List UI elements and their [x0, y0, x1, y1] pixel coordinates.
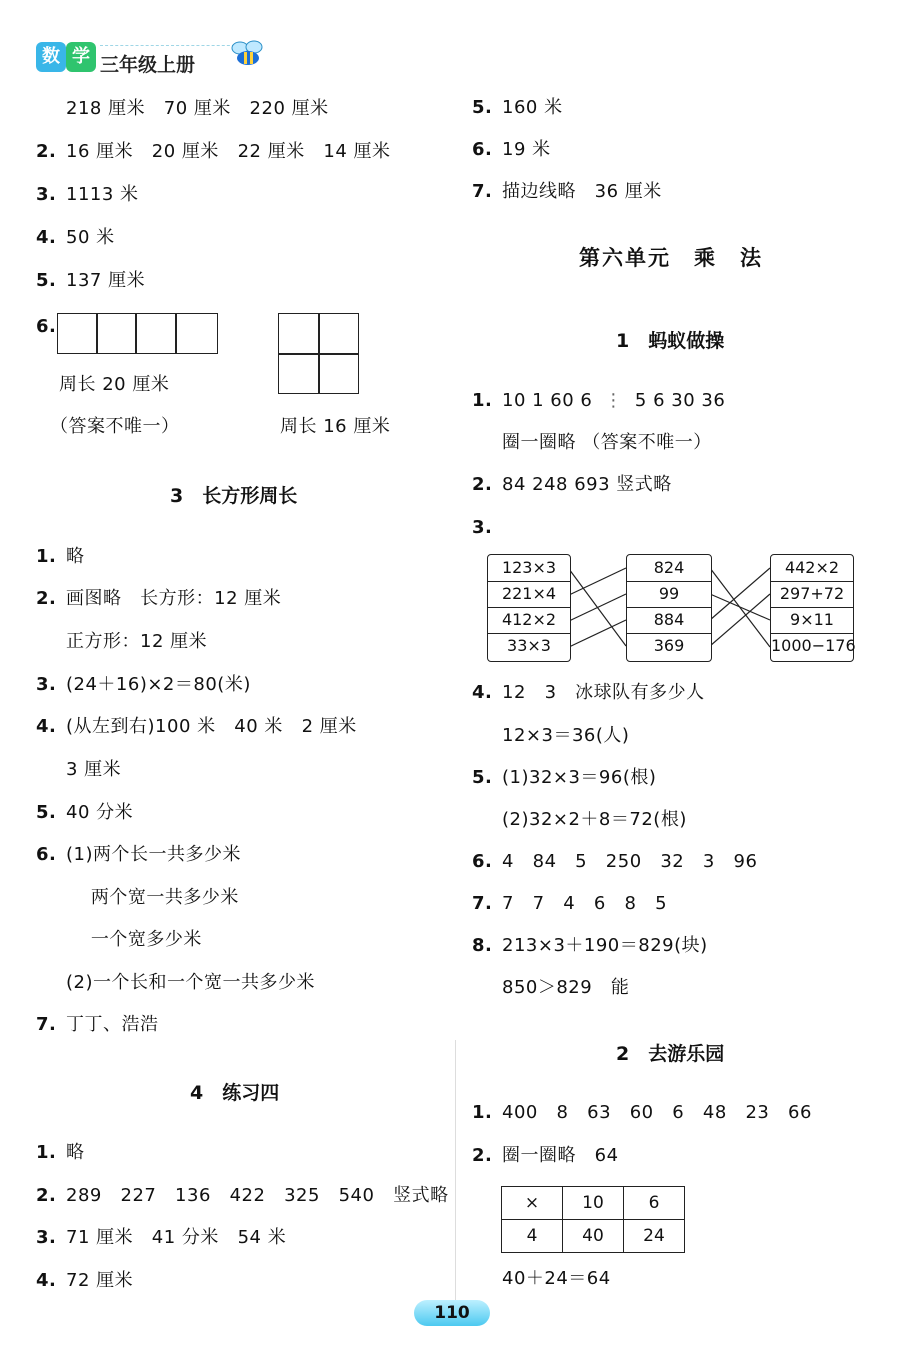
match-box-expressions-2: 442×2 297+72 9×11 1000−176: [770, 554, 854, 662]
section-2-line: 2. 圈一圈略 64: [472, 1145, 619, 1166]
section-1-line: 850＞829 能: [502, 977, 630, 998]
q6-right-caption: 周长 16 厘米: [280, 416, 391, 437]
section-1-title: 1 蚂蚁做操: [616, 330, 725, 352]
section-2-line: 1. 400 8 63 60 6 48 23 66: [472, 1102, 812, 1123]
section-4-line: 2. 289 227 136 422 325 540 竖式略: [36, 1185, 449, 1206]
section-3-line: 6. (1)两个长一共多少米: [36, 844, 241, 865]
section-4-line: 3. 71 厘米 41 分米 54 米: [36, 1227, 287, 1248]
section-3-line: 一个宽多少米: [66, 929, 202, 950]
s1-q3-number: 3.: [472, 517, 493, 538]
grade-title: 三年级上册: [100, 54, 196, 76]
section-3-line: 3 厘米: [66, 759, 122, 780]
section-1-line: 7. 7 7 4 6 8 5: [472, 893, 668, 914]
section-3-line: 正方形：12 厘米: [66, 631, 208, 652]
section-1-line: (2)32×2＋8＝72(根): [502, 809, 687, 830]
subject-badge-1: 数: [36, 42, 66, 72]
left-top-line: 4. 50 米: [36, 227, 115, 248]
section-3-line: 2. 画图略 长方形：12 厘米: [36, 588, 282, 609]
table-cell: ×: [502, 1187, 563, 1220]
section-3-line: 1. 略: [36, 546, 85, 567]
match-box-results: 824 99 884 369: [626, 554, 712, 662]
section-1-line: 4. 12 3 冰球队有多少人: [472, 682, 705, 703]
section-2-title: 2 去游乐园: [616, 1043, 725, 1065]
q6-number: 6.: [36, 316, 57, 337]
right-top-line: 5. 160 米: [472, 97, 563, 118]
table-cell: 4: [502, 1220, 563, 1253]
section-4-title: 4 练习四: [190, 1082, 280, 1104]
section-4-line: 4. 72 厘米: [36, 1270, 134, 1291]
q6-note: （答案不唯一）: [50, 416, 180, 437]
s1-q1: 1. 10 1 60 6 ⋮ 5 6 30 36: [472, 390, 726, 411]
table-cell: 24: [624, 1220, 685, 1253]
table-cell: 6: [624, 1187, 685, 1220]
section-1-line: 8. 213×3＋190＝829(块): [472, 935, 708, 956]
right-top-line: 6. 19 米: [472, 139, 551, 160]
section-3-line: 3. (24＋16)×2＝80(米): [36, 674, 251, 695]
subject-badge-2: 学: [66, 42, 96, 72]
unit-title: 第六单元 乘 法: [579, 246, 763, 270]
s1-q1-note: 圈一圈略 （答案不唯一）: [502, 432, 712, 453]
section-1-line: 12×3＝36(人): [502, 725, 630, 746]
section-3-line: 4. (从左到右)100 米 40 米 2 厘米: [36, 716, 357, 737]
section-3-line: 7. 丁丁、浩浩: [36, 1014, 159, 1035]
section-3-title: 3 长方形周长: [170, 485, 298, 507]
column-divider: [455, 1040, 456, 1320]
section-3-line: 5. 40 分米: [36, 802, 134, 823]
section-1-line: 5. (1)32×3＝96(根): [472, 767, 657, 788]
table-cell: 40: [563, 1220, 624, 1253]
table-cell: 10: [563, 1187, 624, 1220]
match-box-expressions-1: 123×3 221×4 412×2 33×3: [487, 554, 571, 662]
section-3-line: (2)一个长和一个宽一共多少米: [66, 972, 315, 993]
multiplication-table: [501, 1186, 685, 1253]
s2-final-line: 40＋24＝64: [502, 1268, 611, 1289]
section-3-line: 两个宽一共多少米: [66, 887, 239, 908]
left-top-line: 218 厘米 70 厘米 220 厘米: [66, 98, 329, 119]
s1-q2: 2. 84 248 693 竖式略: [472, 474, 672, 495]
left-top-line: 2. 16 厘米 20 厘米 22 厘米 14 厘米: [36, 141, 391, 162]
right-top-line: 7. 描边线略 36 厘米: [472, 181, 662, 202]
left-top-line: 5. 137 厘米: [36, 270, 146, 291]
q6-left-caption: 周长 20 厘米: [59, 374, 170, 395]
section-4-line: 1. 略: [36, 1142, 85, 1163]
page-number: 110: [414, 1300, 490, 1326]
left-top-line: 3. 1113 米: [36, 184, 139, 205]
section-1-line: 6. 4 84 5 250 32 3 96: [472, 851, 758, 872]
